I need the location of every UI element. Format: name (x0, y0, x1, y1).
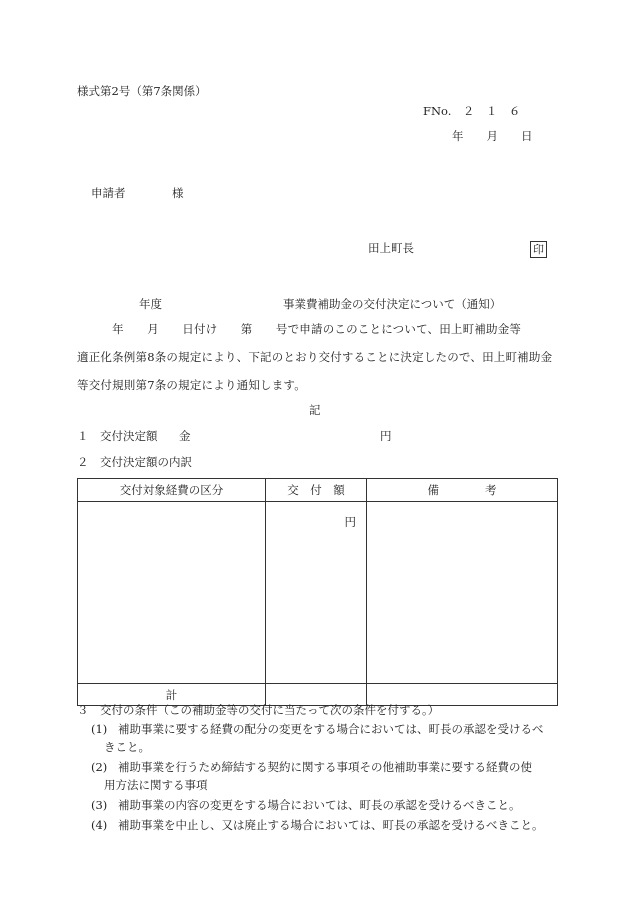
section1-label: １ 交付決定額 (77, 429, 158, 443)
section1-kin: 金 (179, 429, 191, 443)
seal-mark: 印 (530, 241, 547, 258)
expense-category-cell (78, 502, 266, 684)
grant-amount-cell: 円 (266, 502, 367, 684)
condition-4-line-1: 補助事業を中止し、又は廃止する場合においては、町長の承認を受けるべきこと。 (118, 818, 544, 832)
applicant-label: 申請者 (91, 186, 126, 200)
body-line-3: 等交付規則第7条の規定により通知します。 (77, 378, 306, 392)
condition-2-line-1: 補助事業を行うため締結する契約に関する事項その他補助事業に要する経費の使 (118, 760, 532, 774)
condition-2-line-2: 用方法に関する事項 (104, 778, 208, 792)
condition-3-line-1: 補助事業の内容の変更をする場合においては、町長の承認を受けるべきこと。 (118, 798, 521, 812)
section1-yen: 円 (380, 429, 392, 443)
subject-title: 事業費補助金の交付決定について（通知） (283, 297, 502, 311)
header-grant-amount: 交 付 額 (266, 479, 367, 502)
total-label: 計 (78, 684, 266, 706)
condition-1-number: (1) (91, 722, 108, 736)
issuer-title: 田上町長 (368, 241, 414, 255)
condition-1-line-1: 補助事業に要する経費の配分の変更をする場合においては、町長の承認を受けるべ (118, 722, 544, 736)
remarks-cell (367, 502, 558, 684)
section2-label: ２ 交付決定額の内訳 (77, 455, 192, 469)
condition-2-number: (2) (91, 760, 108, 774)
condition-4-number: (4) (91, 818, 108, 832)
header-remarks: 備 考 (367, 479, 558, 502)
applicant-suffix: 様 (172, 186, 184, 200)
body-line-1: 年 月 日付け 第 号で申請のこのことについて、田上町補助金等 (77, 322, 522, 336)
section3-label: ３ 交付の条件（この補助金等の交付に当たって次の条件を付する。） (77, 703, 440, 717)
condition-1-line-2: きこと。 (104, 740, 150, 754)
form-label: 様式第2号（第7条関係） (77, 84, 207, 98)
document-number: FNo. ２ １ ６ (423, 104, 521, 118)
table-row (78, 502, 558, 684)
condition-3-number: (3) (91, 798, 108, 812)
breakdown-table (77, 478, 558, 706)
table-header-row (78, 479, 558, 502)
header-expense-category: 交付対象経費の区分 (78, 479, 266, 502)
date-line: 年 月 日 (452, 129, 533, 143)
ki-heading: 記 (309, 403, 321, 417)
subject-year: 年度 (139, 297, 162, 311)
body-line-2: 適正化条例第8条の規定により、下記のとおり交付することに決定したので、田上町補助金 (77, 350, 553, 364)
